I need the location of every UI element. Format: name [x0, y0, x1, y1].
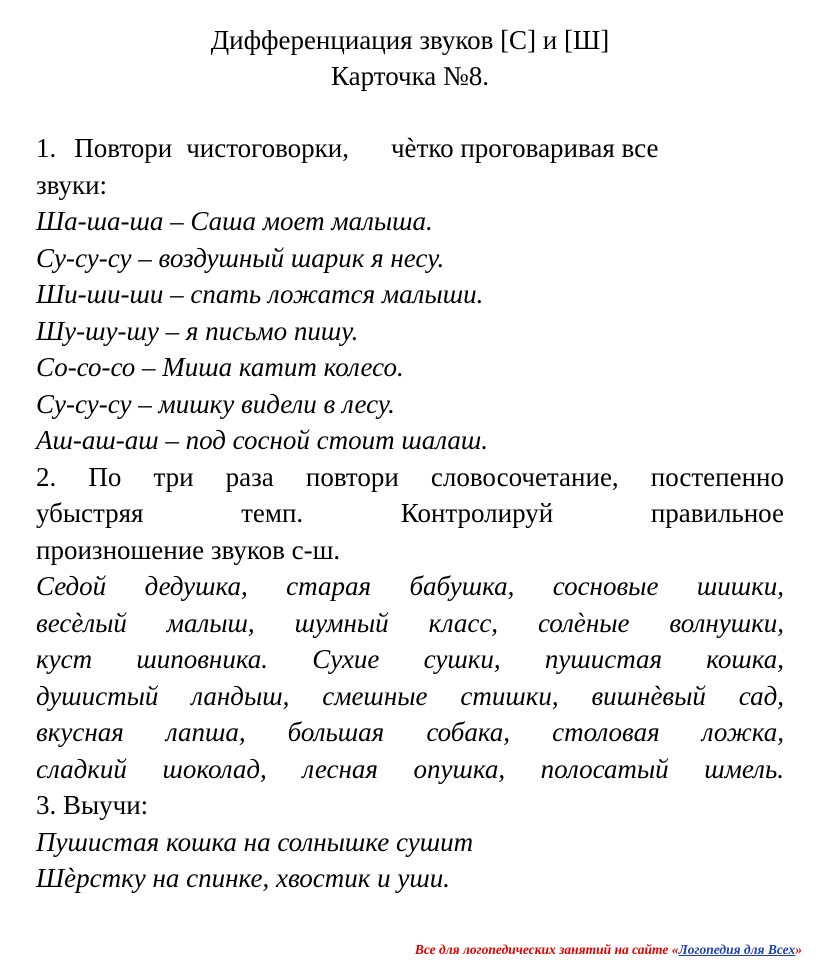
phrase-line: куст шиповника. Сухие сушки, пушистая кошка,: [36, 644, 784, 674]
task2-instruction-line: убыстряя темп. Контролируй правильное: [36, 498, 784, 528]
footer-suffix: »: [795, 942, 802, 957]
tongue-twister-line: Ши-ши-ши – спать ложатся малыши.: [36, 279, 484, 309]
tongue-twister-line: Су-су-су – мишку видели в лесу.: [36, 388, 395, 419]
tongue-twister-line: Аш-аш-аш – под сосной стоит шалаш.: [36, 425, 488, 455]
task1-number: 1.: [36, 133, 57, 163]
footer-link[interactable]: Логопедия для Всех: [678, 942, 796, 957]
card-number: Карточка №8.: [330, 61, 490, 91]
phrase-line: душистый ландыш, смешные стишки, вишнѐвый сад,: [36, 680, 784, 711]
phrase-line: весѐлый малыш, шумный класс, солѐные волнушки,: [36, 607, 784, 638]
tongue-twister-line: Шу-шу-шу – я письмо пишу.: [36, 315, 359, 346]
tongue-twister-line: Су-су-су – воздушный шарик я несу.: [36, 242, 445, 273]
blank-line: [36, 94, 784, 130]
tongue-twister-line: Ша-ша-ша – Саша моет малыша.: [36, 206, 433, 236]
footer-credit: [415, 942, 802, 958]
phrase-line: Седой дедушка, старая бабушка, сосновые шишки,: [36, 571, 784, 601]
task1-word2: чистоговорки,: [186, 133, 349, 163]
footer-prefix: Все для логопедических занятий на сайте «: [414, 942, 679, 957]
task2-instruction-line: 2. По три раза повтори словосочетание, постепенно: [36, 461, 784, 492]
task2-instruction-last: произношение звуков с-ш.: [36, 534, 341, 565]
task1-rest: чѐтко проговаривая все: [390, 133, 659, 163]
poem-line: Пушистая кошка на солнышке сушит: [36, 826, 474, 857]
task1-word1: Повтори: [74, 133, 173, 163]
task1-continuation: звуки:: [36, 169, 108, 200]
page-title: Дифференциация звуков [С] и [Ш]: [210, 25, 610, 55]
task1-heading: [36, 130, 784, 167]
phrase-line: сладкий шоколад, лесная опушка, полосатый шмель.: [36, 753, 784, 784]
tongue-twister-line: Со-со-со – Миша катит колесо.: [36, 352, 404, 382]
phrase-line: вкусная лапша, большая собака, столовая ложка,: [36, 717, 784, 747]
task3-heading: 3. Выучи:: [36, 790, 149, 820]
poem-line: Шѐрстку на спинке, хвостик и уши.: [36, 863, 451, 893]
worksheet: [36, 22, 784, 897]
